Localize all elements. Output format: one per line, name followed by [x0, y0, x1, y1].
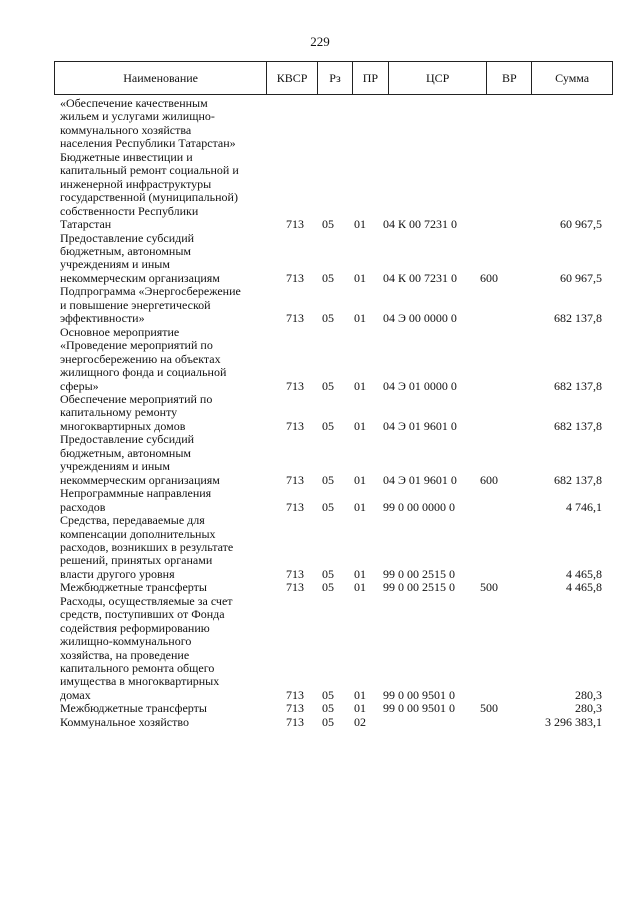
row-name: «Обеспечение качественным жильем и услугами жилищно- коммунального хозяйства населения Республики Татарстан» — [60, 96, 236, 151]
row-csr: 04 Э 01 9601 0 — [383, 418, 457, 433]
row-values — [60, 716, 620, 729]
row-values — [60, 501, 620, 514]
row-csr: 99 0 00 2515 0 — [383, 566, 455, 581]
row-values — [60, 702, 620, 715]
row-kvsr: 713 — [286, 580, 304, 595]
row-sum: 60 967,5 — [560, 270, 602, 285]
row-name: Бюджетные инвестиции и капитальный ремонт социальной и инженерной инфраструктуры государственной (муниципальной) собственности Республики Татарстан — [60, 149, 239, 232]
row-csr: 99 0 00 9501 0 — [383, 687, 455, 702]
row-rz: 05 — [322, 311, 334, 326]
row-sum: 3 296 383,1 — [545, 714, 602, 729]
table-row — [60, 149, 602, 232]
row-sum: 682 137,8 — [554, 378, 602, 393]
row-sum: 280,3 — [575, 701, 602, 716]
row-csr: 04 Э 01 9601 0 — [383, 472, 457, 487]
table-row — [60, 513, 602, 581]
row-rz: 05 — [322, 499, 334, 514]
row-sum: 280,3 — [575, 687, 602, 702]
row-values — [60, 272, 620, 285]
row-kvsr: 713 — [286, 378, 304, 393]
row-name: Предоставление субсидий бюджетным, автономным учреждениям и иным некоммерческим организациям — [60, 432, 220, 487]
row-csr: 04 К 00 7231 0 — [383, 270, 458, 285]
row-kvsr: 713 — [286, 687, 304, 702]
table-row — [60, 324, 602, 393]
header-rz: Рз — [318, 62, 353, 94]
table-row — [60, 580, 602, 595]
row-pr: 01 — [354, 687, 366, 702]
row-values — [60, 581, 620, 594]
row-rz: 05 — [322, 714, 334, 729]
row-pr: 01 — [354, 701, 366, 716]
row-values — [60, 420, 620, 433]
row-values — [60, 137, 620, 150]
row-pr: 02 — [354, 714, 366, 729]
row-csr: 04 К 00 7231 0 — [383, 217, 458, 232]
row-kvsr: 713 — [286, 714, 304, 729]
table-row — [60, 230, 602, 286]
row-vr: 500 — [480, 580, 498, 595]
row-pr: 01 — [354, 270, 366, 285]
table-row — [60, 97, 263, 151]
header-csr: ЦСР — [389, 62, 488, 94]
header-sum: Сумма — [555, 70, 590, 85]
table-row — [60, 593, 602, 703]
row-sum: 682 137,8 — [554, 311, 602, 326]
row-values — [60, 568, 620, 581]
table-row — [60, 284, 602, 326]
table-row — [60, 486, 602, 514]
header-vr: ВР — [487, 62, 532, 94]
row-name: Обеспечение мероприятий по капитальному ремонту многоквартирных домов — [60, 391, 213, 433]
row-rz: 05 — [322, 701, 334, 716]
row-name: Расходы, осуществляемые за счет средств, поступивших от Фонда содействия реформированию жилищно-коммунального хозяйства, на проведение капитального ремонта общего имущества в многоквартирных домах — [60, 593, 233, 702]
row-kvsr: 713 — [286, 472, 304, 487]
row-name: Межбюджетные трансферты — [60, 701, 207, 716]
row-sum: 4 465,8 — [566, 566, 602, 581]
row-kvsr: 713 — [286, 270, 304, 285]
row-vr: 500 — [480, 701, 498, 716]
row-pr: 01 — [354, 378, 366, 393]
page-number: 229 — [310, 34, 330, 49]
row-csr: 99 0 00 0000 0 — [383, 499, 455, 514]
row-kvsr: 713 — [286, 701, 304, 716]
row-values — [60, 474, 620, 487]
row-csr: 99 0 00 2515 0 — [383, 580, 455, 595]
row-name: Подпрограмма «Энергосбережение и повышение энергетической эффективности» — [60, 284, 241, 326]
row-rz: 05 — [322, 378, 334, 393]
row-values — [60, 218, 620, 231]
table-row — [60, 391, 602, 433]
row-name: Предоставление субсидий бюджетным, автономным учреждениям и иным некоммерческим организациям — [60, 230, 220, 285]
row-rz: 05 — [322, 566, 334, 581]
row-rz: 05 — [322, 472, 334, 487]
row-rz: 05 — [322, 270, 334, 285]
row-values — [60, 689, 620, 702]
row-sum: 60 967,5 — [560, 217, 602, 232]
row-csr: 04 Э 00 0000 0 — [383, 311, 457, 326]
row-rz: 05 — [322, 418, 334, 433]
row-pr: 01 — [354, 418, 366, 433]
row-values — [60, 380, 620, 393]
row-sum: 4 746,1 — [566, 499, 602, 514]
row-kvsr: 713 — [286, 217, 304, 232]
row-sum: 682 137,8 — [554, 418, 602, 433]
row-sum: 682 137,8 — [554, 472, 602, 487]
table-row — [60, 432, 602, 487]
row-vr: 600 — [480, 472, 498, 487]
row-kvsr: 713 — [286, 418, 304, 433]
row-rz: 05 — [322, 217, 334, 232]
row-name: Коммунальное хозяйство — [60, 714, 189, 729]
row-csr: 04 Э 01 0000 0 — [383, 378, 457, 393]
row-pr: 01 — [354, 580, 366, 595]
row-rz: 05 — [322, 687, 334, 702]
row-pr: 01 — [354, 217, 366, 232]
header-pr: ПР — [353, 62, 389, 94]
row-pr: 01 — [354, 311, 366, 326]
table-row — [60, 701, 602, 716]
table-body — [60, 96, 602, 729]
row-vr: 600 — [480, 270, 498, 285]
row-values — [60, 312, 620, 325]
row-pr: 01 — [354, 499, 366, 514]
row-kvsr: 713 — [286, 499, 304, 514]
row-kvsr: 713 — [286, 566, 304, 581]
header-name: Наименование — [55, 62, 267, 94]
row-pr: 01 — [354, 472, 366, 487]
row-pr: 01 — [354, 566, 366, 581]
table-row — [60, 714, 602, 729]
row-name: Средства, передаваемые для компенсации дополнительных расходов, возникших в результате решений, принятых органами власти другого уровня — [60, 513, 234, 581]
row-name: Межбюджетные трансферты — [60, 580, 207, 595]
table-header — [54, 61, 613, 95]
row-name: Основное мероприятие «Проведение мероприятий по энергосбережению на объектах жилищного фонда и социальной сферы» — [60, 324, 227, 393]
header-kvsr: КВСР — [267, 62, 318, 94]
row-kvsr: 713 — [286, 311, 304, 326]
row-csr: 99 0 00 9501 0 — [383, 701, 455, 716]
row-rz: 05 — [322, 580, 334, 595]
row-sum: 4 465,8 — [566, 580, 602, 595]
row-name: Непрограммные направления расходов — [60, 486, 212, 514]
